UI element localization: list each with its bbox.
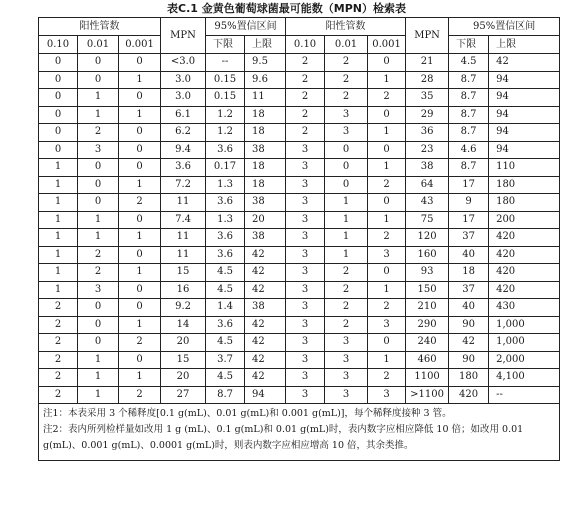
cell-left: 0.15 xyxy=(206,89,245,107)
cell-right: 38 xyxy=(406,159,449,177)
table-row xyxy=(39,369,560,387)
header-ci-left: 95%置信区间 xyxy=(206,18,286,36)
cell-right: 3 xyxy=(286,176,325,194)
header-row-top xyxy=(39,18,560,36)
cell-right: 42 xyxy=(449,334,489,352)
cell-right: 240 xyxy=(406,334,449,352)
cell-right: 35 xyxy=(406,89,449,107)
cell-right: 3 xyxy=(325,351,368,369)
cell-right: 3 xyxy=(286,159,325,177)
table-row xyxy=(39,176,560,194)
cell-left: 3 xyxy=(78,281,119,299)
cell-right: 28 xyxy=(406,71,449,89)
header-lower-right: 下限 xyxy=(449,36,489,54)
cell-left: 2 xyxy=(39,386,78,404)
cell-left: 1 xyxy=(39,246,78,264)
cell-right: 8.7 xyxy=(449,124,489,142)
cell-right: 1,000 xyxy=(489,316,560,334)
header-dilution-3-left: 0.001 xyxy=(119,36,161,54)
cell-right: 3 xyxy=(286,281,325,299)
cell-left: 1 xyxy=(39,229,78,247)
cell-right: 2 xyxy=(368,229,406,247)
cell-left: 0 xyxy=(39,89,78,107)
table-row xyxy=(39,351,560,369)
cell-left: 0 xyxy=(119,89,161,107)
cell-right: 3 xyxy=(325,386,368,404)
cell-left: 1 xyxy=(39,159,78,177)
cell-right: 1 xyxy=(368,211,406,229)
table-row xyxy=(39,124,560,142)
cell-right: 1 xyxy=(325,194,368,212)
cell-left: 42 xyxy=(245,316,286,334)
cell-left: 20 xyxy=(161,334,206,352)
cell-left: 1 xyxy=(119,71,161,89)
cell-right: 3 xyxy=(286,141,325,159)
cell-left: 3.0 xyxy=(161,89,206,107)
header-ci-right: 95%置信区间 xyxy=(449,18,560,36)
header-row-bottom xyxy=(39,36,560,54)
cell-right: 9 xyxy=(449,194,489,212)
cell-right: 180 xyxy=(449,369,489,387)
cell-left: 1 xyxy=(119,229,161,247)
cell-left: 0 xyxy=(119,351,161,369)
cell-left: 2 xyxy=(39,316,78,334)
cell-right: 4,100 xyxy=(489,369,560,387)
cell-right: 120 xyxy=(406,229,449,247)
cell-right: 3 xyxy=(286,264,325,282)
cell-right: 1 xyxy=(368,159,406,177)
cell-left: 42 xyxy=(245,281,286,299)
cell-right: 110 xyxy=(489,159,560,177)
cell-left: 1 xyxy=(39,211,78,229)
cell-right: 1 xyxy=(368,71,406,89)
table-row xyxy=(39,281,560,299)
header-positive-tubes-left: 阳性管数 xyxy=(39,18,161,36)
table-row xyxy=(39,299,560,317)
table-row xyxy=(39,264,560,282)
cell-right: 94 xyxy=(489,141,560,159)
cell-left: 0 xyxy=(119,141,161,159)
cell-right: 37 xyxy=(449,229,489,247)
cell-left: 1 xyxy=(39,176,78,194)
cell-left: 1 xyxy=(39,281,78,299)
cell-right: 1 xyxy=(325,246,368,264)
cell-left: <3.0 xyxy=(161,54,206,72)
cell-left: 0 xyxy=(119,299,161,317)
cell-right: 0 xyxy=(325,141,368,159)
cell-left: 9.4 xyxy=(161,141,206,159)
cell-left: 1 xyxy=(78,106,119,124)
table-row xyxy=(39,229,560,247)
cell-right: -- xyxy=(489,386,560,404)
cell-left: 1 xyxy=(119,106,161,124)
header-dilution-1-left: 0.10 xyxy=(39,36,78,54)
cell-right: 430 xyxy=(489,299,560,317)
table-row xyxy=(39,71,560,89)
cell-left: 1.2 xyxy=(206,106,245,124)
cell-right: 210 xyxy=(406,299,449,317)
cell-left: 11 xyxy=(161,246,206,264)
cell-right: 0 xyxy=(368,54,406,72)
cell-left: 8.7 xyxy=(206,386,245,404)
table-row xyxy=(39,386,560,404)
cell-right: 75 xyxy=(406,211,449,229)
cell-left: 18 xyxy=(245,159,286,177)
cell-left: 42 xyxy=(245,334,286,352)
cell-right: 420 xyxy=(489,281,560,299)
cell-left: 42 xyxy=(245,246,286,264)
table-row xyxy=(39,194,560,212)
cell-left: 2 xyxy=(78,264,119,282)
cell-left: 1 xyxy=(119,176,161,194)
cell-left: 3 xyxy=(78,141,119,159)
cell-right: 0 xyxy=(368,194,406,212)
cell-right: 40 xyxy=(449,246,489,264)
cell-right: 17 xyxy=(449,211,489,229)
cell-right: 0 xyxy=(368,264,406,282)
cell-left: 4.5 xyxy=(206,264,245,282)
cell-right: 3 xyxy=(286,334,325,352)
cell-left: 3.0 xyxy=(161,71,206,89)
cell-right: 2 xyxy=(325,316,368,334)
cell-right: 94 xyxy=(489,89,560,107)
cell-right: 460 xyxy=(406,351,449,369)
cell-right: 8.7 xyxy=(449,159,489,177)
cell-left: 2 xyxy=(119,194,161,212)
cell-right: 2 xyxy=(325,89,368,107)
cell-right: 3 xyxy=(286,386,325,404)
cell-left: 20 xyxy=(245,211,286,229)
cell-left: 1 xyxy=(78,89,119,107)
header-dilution-2-right: 0.01 xyxy=(325,36,368,54)
cell-right: 43 xyxy=(406,194,449,212)
table-notes xyxy=(39,404,560,461)
cell-right: 290 xyxy=(406,316,449,334)
cell-right: 0 xyxy=(368,141,406,159)
cell-right: 2 xyxy=(368,299,406,317)
cell-left: 0 xyxy=(39,124,78,142)
cell-right: 180 xyxy=(489,194,560,212)
cell-left: 1 xyxy=(78,386,119,404)
table-row xyxy=(39,106,560,124)
cell-left: 0 xyxy=(119,246,161,264)
cell-left: 2 xyxy=(39,299,78,317)
cell-right: 1 xyxy=(368,124,406,142)
cell-left: 1.4 xyxy=(206,299,245,317)
cell-left: 18 xyxy=(245,176,286,194)
cell-right: 2 xyxy=(325,54,368,72)
cell-right: 2 xyxy=(286,106,325,124)
cell-left: 4.5 xyxy=(206,281,245,299)
cell-right: 8.7 xyxy=(449,106,489,124)
cell-left: 7.2 xyxy=(161,176,206,194)
cell-right: 4.6 xyxy=(449,141,489,159)
cell-right: 420 xyxy=(489,264,560,282)
cell-right: 2 xyxy=(325,299,368,317)
header-dilution-2-left: 0.01 xyxy=(78,36,119,54)
cell-right: 2 xyxy=(368,369,406,387)
cell-left: 18 xyxy=(245,124,286,142)
cell-right: 94 xyxy=(489,124,560,142)
cell-left: 3.6 xyxy=(206,141,245,159)
cell-right: 420 xyxy=(489,246,560,264)
header-upper-left: 上限 xyxy=(245,36,286,54)
cell-right: 0 xyxy=(325,159,368,177)
cell-right: 1 xyxy=(325,211,368,229)
cell-left: 0 xyxy=(78,299,119,317)
cell-left: 42 xyxy=(245,264,286,282)
cell-left: 0 xyxy=(78,334,119,352)
cell-left: 1.2 xyxy=(206,124,245,142)
cell-left: 1 xyxy=(39,264,78,282)
cell-right: 17 xyxy=(449,176,489,194)
cell-right: 2,000 xyxy=(489,351,560,369)
cell-right: 0 xyxy=(368,334,406,352)
cell-left: 0 xyxy=(78,194,119,212)
cell-right: 23 xyxy=(406,141,449,159)
cell-left: 27 xyxy=(161,386,206,404)
cell-right: 3 xyxy=(286,211,325,229)
cell-left: 18 xyxy=(245,106,286,124)
cell-right: 2 xyxy=(368,89,406,107)
cell-left: 4.5 xyxy=(206,334,245,352)
cell-right: 3 xyxy=(286,369,325,387)
cell-right: 18 xyxy=(449,264,489,282)
cell-right: 420 xyxy=(449,386,489,404)
header-mpn-right: MPN xyxy=(406,18,449,54)
cell-left: 11 xyxy=(245,89,286,107)
cell-right: 2 xyxy=(325,71,368,89)
cell-right: 3 xyxy=(325,334,368,352)
cell-left: 2 xyxy=(119,386,161,404)
cell-right: 3 xyxy=(286,316,325,334)
cell-right: 29 xyxy=(406,106,449,124)
cell-right: 2 xyxy=(325,281,368,299)
cell-left: 0 xyxy=(39,54,78,72)
table-row xyxy=(39,316,560,334)
cell-left: 0 xyxy=(119,124,161,142)
table-row xyxy=(39,89,560,107)
cell-right: 160 xyxy=(406,246,449,264)
cell-left: 1 xyxy=(39,194,78,212)
table-row xyxy=(39,246,560,264)
cell-left: 4.5 xyxy=(206,369,245,387)
cell-right: 40 xyxy=(449,299,489,317)
note-2: 注2：表内所列检样量如改用 1 g (mL)、0.1 g(mL)和 0.01 g(mL)时，表内数字应相应降低 10 倍；如改用 0.01 g(mL)、0.001 g(mL)、0.0001 g(mL)时，则表内数字应相应增高 10 倍，其余类推。 xyxy=(43,424,524,451)
cell-left: 11 xyxy=(161,229,206,247)
cell-left: 6.1 xyxy=(161,106,206,124)
table-row xyxy=(39,211,560,229)
cell-right: 3 xyxy=(368,386,406,404)
cell-right: 93 xyxy=(406,264,449,282)
cell-right: 90 xyxy=(449,316,489,334)
cell-left: 2 xyxy=(39,334,78,352)
cell-right: 3 xyxy=(286,351,325,369)
cell-right: 1 xyxy=(325,229,368,247)
cell-left: 0 xyxy=(39,71,78,89)
cell-left: 1.3 xyxy=(206,176,245,194)
cell-right: 90 xyxy=(449,351,489,369)
cell-left: 94 xyxy=(245,386,286,404)
cell-right: 2 xyxy=(325,264,368,282)
cell-left: 0 xyxy=(39,106,78,124)
cell-left: 3.6 xyxy=(206,246,245,264)
cell-left: 3.7 xyxy=(206,351,245,369)
cell-right: 4.5 xyxy=(449,54,489,72)
cell-left: 0 xyxy=(119,211,161,229)
cell-right: 1,000 xyxy=(489,334,560,352)
cell-left: 1 xyxy=(78,369,119,387)
cell-left: 1 xyxy=(119,264,161,282)
cell-left: 11 xyxy=(161,194,206,212)
cell-left: 0 xyxy=(78,71,119,89)
cell-left: 38 xyxy=(245,229,286,247)
cell-right: 42 xyxy=(489,54,560,72)
cell-right: 0 xyxy=(368,106,406,124)
cell-left: 0.15 xyxy=(206,71,245,89)
note-1: 注1：本表采用 3 个稀释度[0.1 g(mL)、0.01 g(mL)和 0.001 g(mL)]，每个稀释度接种 3 管。 xyxy=(43,408,452,419)
cell-left: 38 xyxy=(245,299,286,317)
cell-left: 42 xyxy=(245,351,286,369)
cell-right: 3 xyxy=(325,124,368,142)
cell-left: 0 xyxy=(119,281,161,299)
cell-left: 7.4 xyxy=(161,211,206,229)
cell-left: 2 xyxy=(39,351,78,369)
cell-right: 3 xyxy=(286,299,325,317)
cell-right: 2 xyxy=(286,54,325,72)
cell-left: 0 xyxy=(119,54,161,72)
cell-left: -- xyxy=(206,54,245,72)
cell-left: 0 xyxy=(78,54,119,72)
cell-left: 1 xyxy=(119,316,161,334)
header-dilution-1-right: 0.10 xyxy=(286,36,325,54)
cell-left: 14 xyxy=(161,316,206,334)
cell-left: 16 xyxy=(161,281,206,299)
table-row xyxy=(39,159,560,177)
cell-left: 38 xyxy=(245,194,286,212)
cell-right: 3 xyxy=(325,369,368,387)
cell-left: 15 xyxy=(161,264,206,282)
notes-row xyxy=(39,404,560,461)
cell-right: 64 xyxy=(406,176,449,194)
cell-right: 0 xyxy=(325,176,368,194)
cell-left: 1 xyxy=(78,351,119,369)
header-positive-tubes-right: 阳性管数 xyxy=(286,18,406,36)
cell-left: 0 xyxy=(119,159,161,177)
cell-right: 36 xyxy=(406,124,449,142)
cell-left: 0 xyxy=(78,176,119,194)
cell-right: 3 xyxy=(368,316,406,334)
cell-left: 38 xyxy=(245,141,286,159)
cell-right: 3 xyxy=(286,229,325,247)
cell-right: 420 xyxy=(489,229,560,247)
table-title: 表C.1 金黄色葡萄球菌最可能数（MPN）检索表 xyxy=(167,2,406,15)
cell-left: 9.6 xyxy=(245,71,286,89)
cell-left: 2 xyxy=(78,124,119,142)
header-mpn-left: MPN xyxy=(161,18,206,54)
cell-right: 180 xyxy=(489,176,560,194)
cell-right: 3 xyxy=(368,246,406,264)
header-dilution-3-right: 0.001 xyxy=(368,36,406,54)
cell-left: 6.2 xyxy=(161,124,206,142)
cell-right: 21 xyxy=(406,54,449,72)
mpn-table xyxy=(38,17,560,461)
cell-left: 0.17 xyxy=(206,159,245,177)
cell-right: 1 xyxy=(368,351,406,369)
cell-left: 1 xyxy=(78,229,119,247)
cell-left: 2 xyxy=(119,334,161,352)
cell-right: 2 xyxy=(286,71,325,89)
cell-right: 1 xyxy=(368,281,406,299)
cell-left: 3.6 xyxy=(161,159,206,177)
cell-left: 3.6 xyxy=(206,316,245,334)
cell-right: 3 xyxy=(286,194,325,212)
cell-left: 3.6 xyxy=(206,194,245,212)
cell-right: 2 xyxy=(286,89,325,107)
cell-right: 3 xyxy=(325,106,368,124)
cell-right: 200 xyxy=(489,211,560,229)
cell-right: 3 xyxy=(286,246,325,264)
cell-left: 1 xyxy=(78,211,119,229)
table-row xyxy=(39,141,560,159)
cell-right: 94 xyxy=(489,106,560,124)
header-lower-left: 下限 xyxy=(206,36,245,54)
cell-left: 2 xyxy=(39,369,78,387)
cell-left: 15 xyxy=(161,351,206,369)
cell-left: 1 xyxy=(119,369,161,387)
cell-right: 8.7 xyxy=(449,71,489,89)
cell-right: 2 xyxy=(286,124,325,142)
cell-left: 20 xyxy=(161,369,206,387)
cell-left: 3.6 xyxy=(206,229,245,247)
cell-left: 42 xyxy=(245,369,286,387)
cell-left: 1.3 xyxy=(206,211,245,229)
cell-right: 8.7 xyxy=(449,89,489,107)
cell-right: 1100 xyxy=(406,369,449,387)
cell-left: 0 xyxy=(78,316,119,334)
cell-right: 2 xyxy=(368,176,406,194)
cell-left: 9.2 xyxy=(161,299,206,317)
cell-right: 37 xyxy=(449,281,489,299)
cell-right: 150 xyxy=(406,281,449,299)
cell-right: >1100 xyxy=(406,386,449,404)
cell-left: 2 xyxy=(78,246,119,264)
header-upper-right: 上限 xyxy=(489,36,560,54)
cell-left: 0 xyxy=(39,141,78,159)
table-row xyxy=(39,334,560,352)
cell-right: 94 xyxy=(489,71,560,89)
cell-left: 9.5 xyxy=(245,54,286,72)
table-row xyxy=(39,54,560,72)
cell-left: 0 xyxy=(78,159,119,177)
